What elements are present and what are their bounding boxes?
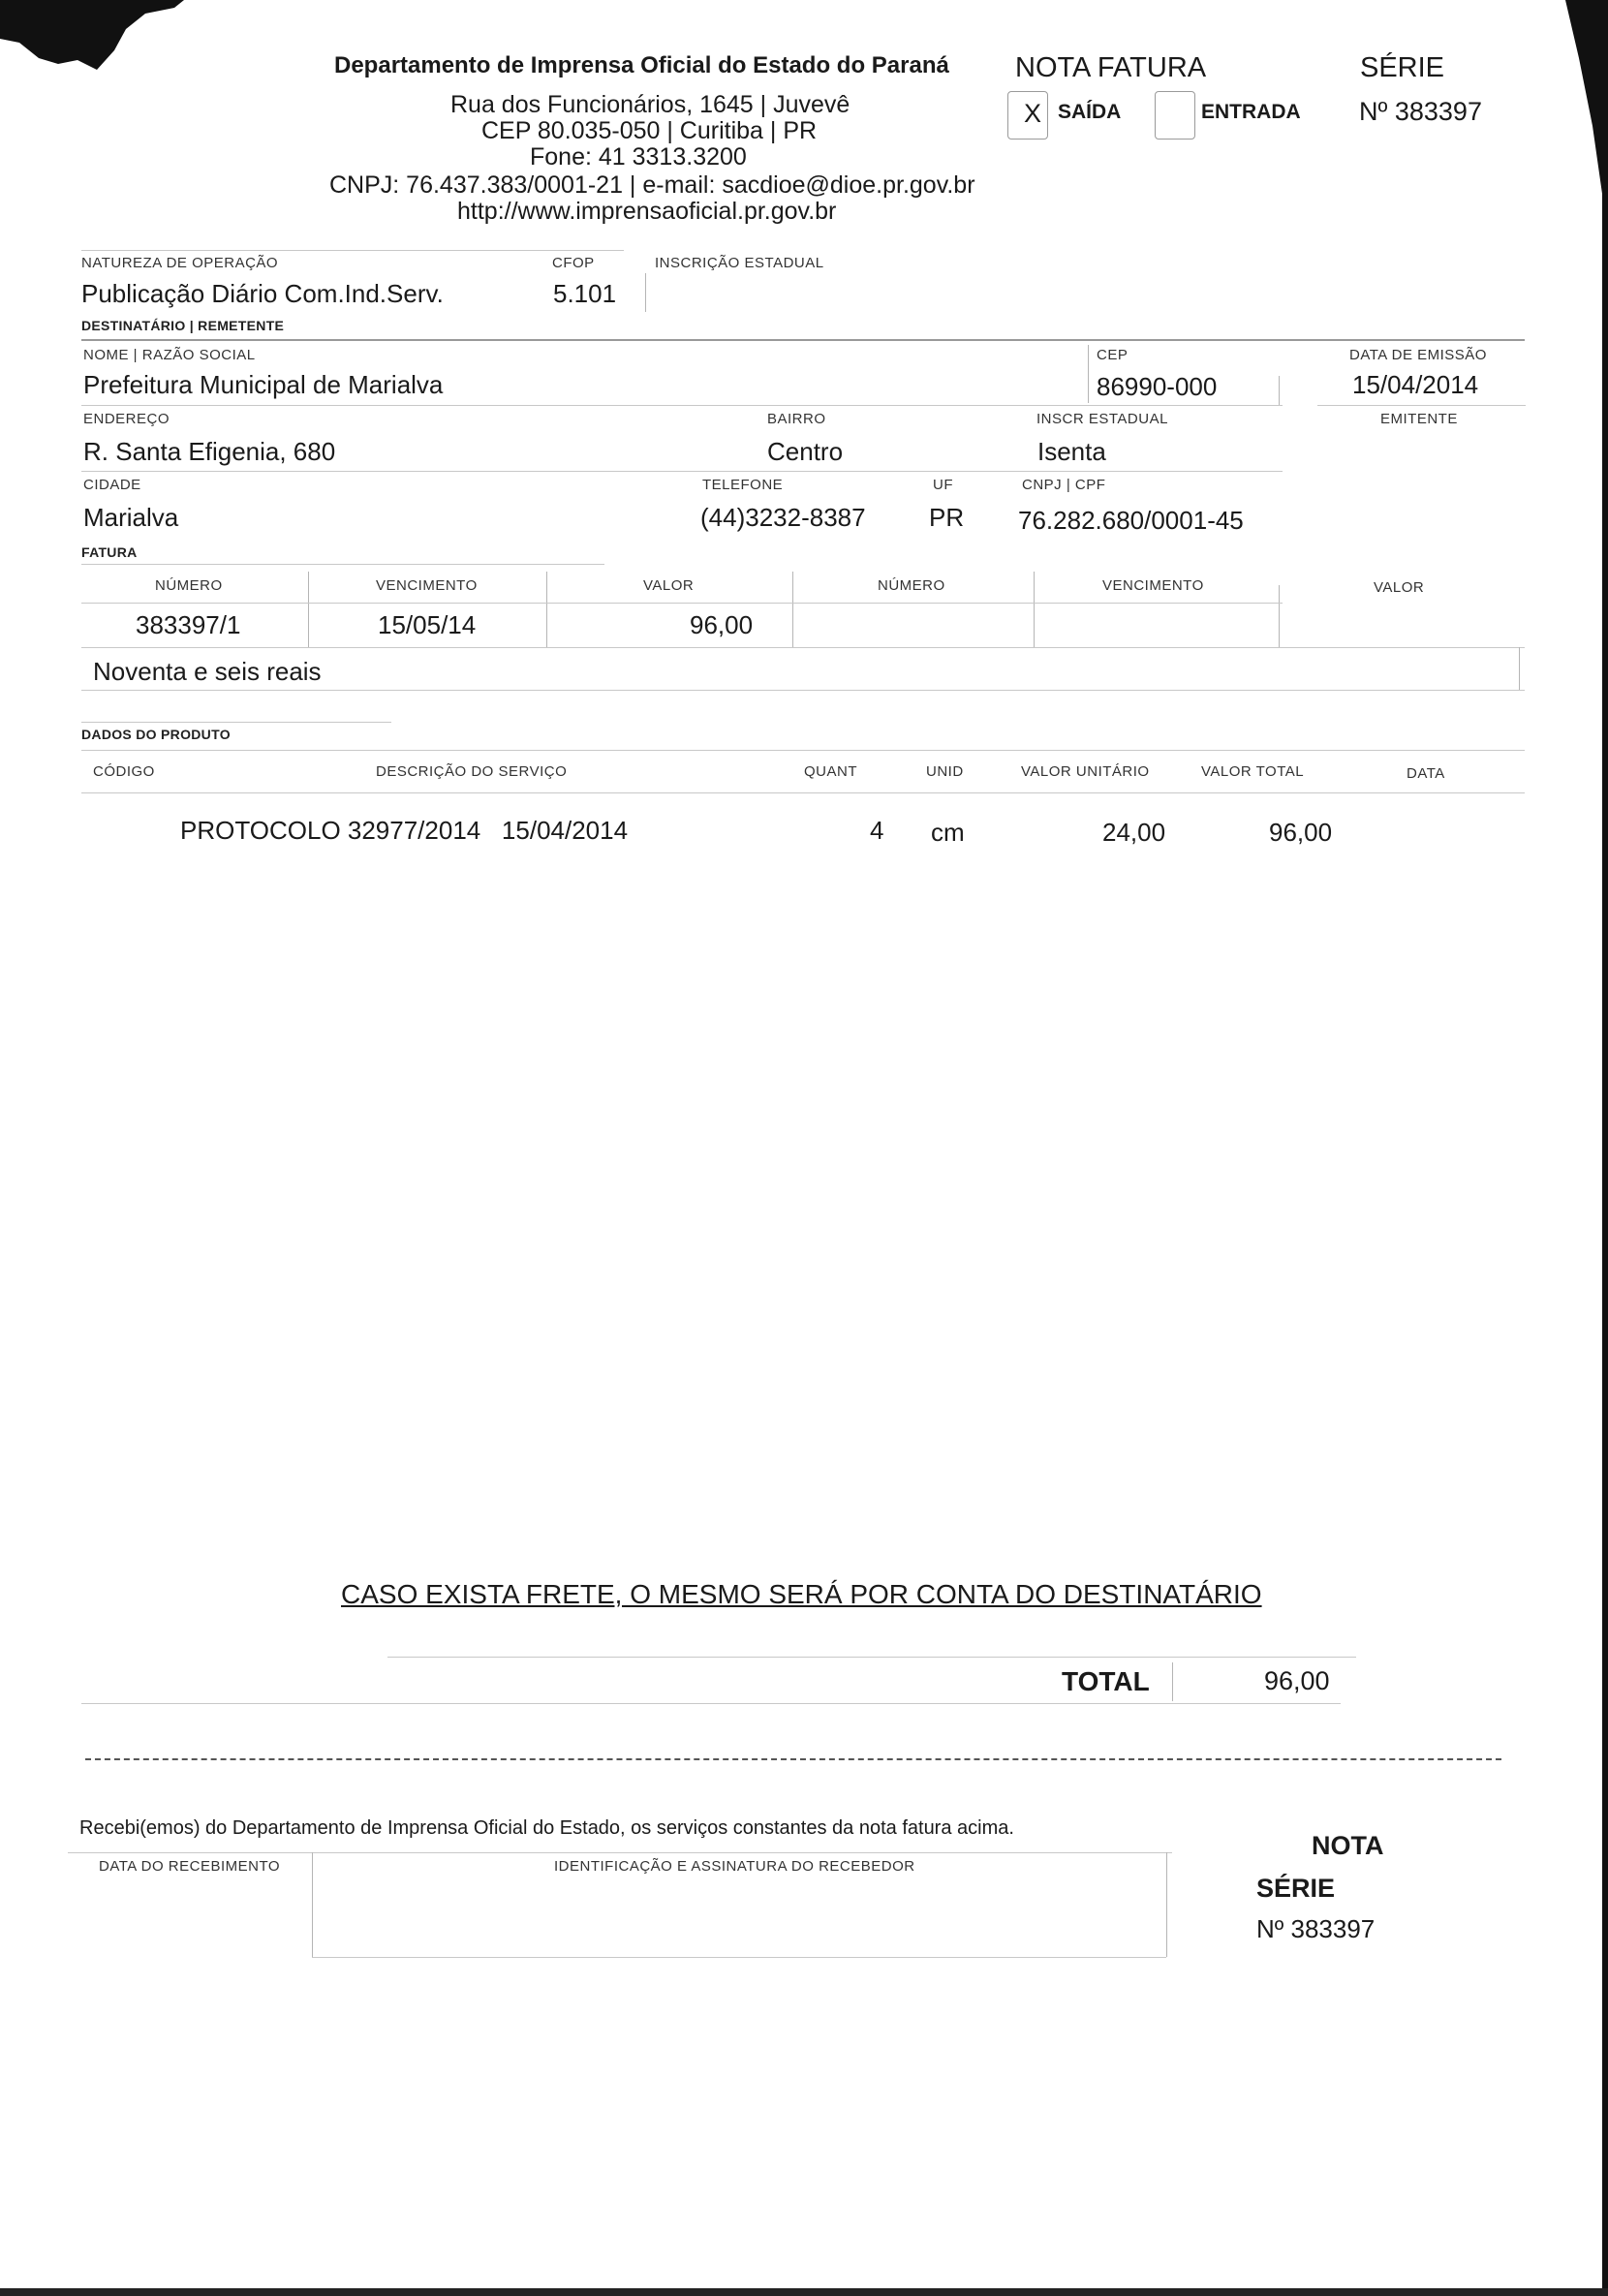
frete-notice: CASO EXISTA FRETE, O MESMO SERÁ POR CONTA DO DESTINATÁRIO [341,1579,1262,1609]
telefone-value: (44)3232-8387 [700,503,866,532]
fatura-col-divider-4 [1034,572,1035,647]
uf-label: UF [933,477,953,493]
produto-header-valor-total: VALOR TOTAL [1201,763,1305,780]
cidade-label: CIDADE [83,477,141,493]
issuer-name: Departamento de Imprensa Oficial do Estado do Paraná [334,52,949,78]
fatura-section-title: FATURA [81,544,138,560]
bairro-label: BAIRRO [767,411,826,427]
fatura-numero-value: 383397/1 [136,610,241,639]
produto-header-unid: UNID [926,763,964,780]
fatura-col-divider-2 [546,572,547,647]
fatura-col-divider-1 [308,572,309,647]
produto-header-codigo: CÓDIGO [93,763,155,780]
produto-top-rule [81,722,391,723]
fatura-header-rule [81,603,1283,604]
fatura-header-vencimento-2: VENCIMENTO [1102,577,1204,594]
cep-right-divider [1279,376,1280,405]
scan-bottom-edge-shadow-icon [0,2284,1608,2296]
produto-header-quant: QUANT [804,763,857,780]
produto-section-title: DADOS DO PRODUTO [81,727,231,742]
assinatura-label: IDENTIFICAÇÃO E ASSINATURA DO RECEBEDOR [554,1858,915,1875]
receipt-number: Nº 383397 [1256,1914,1376,1943]
entrada-label: ENTRADA [1201,101,1301,123]
produto-header-rule [81,792,1525,793]
total-bottom-rule [81,1703,1341,1704]
fatura-vencimento-value: 15/05/14 [378,610,477,639]
receipt-serie-label: SÉRIE [1256,1874,1336,1903]
fatura-header-numero-2: NÚMERO [878,577,945,594]
fatura-col-divider-3 [792,572,793,647]
issuer-address-line-2: CEP 80.035-050 | Curitiba | PR [481,117,818,144]
receipt-rule [68,1852,1172,1853]
natureza-label: NATUREZA DE OPERAÇÃO [81,255,279,271]
fatura-value-rule [81,647,1525,648]
total-label: TOTAL [1062,1666,1150,1696]
data-emissao-label: DATA DE EMISSÃO [1349,347,1487,363]
produto-row-descricao: PROTOCOLO 32977/2014 15/04/2014 [180,816,629,845]
destinatario-section-title: DESTINATÁRIO | REMETENTE [81,318,285,333]
fatura-valor-value: 96,00 [690,610,754,639]
inscr-estadual-value: Isenta [1037,437,1106,466]
nome-value: Prefeitura Municipal de Marialva [83,370,444,399]
fatura-header-valor-2: VALOR [1374,579,1425,596]
data-recebimento-field[interactable] [68,1879,310,1955]
cep-left-divider [1088,345,1089,403]
saida-label: SAÍDA [1058,101,1122,123]
cep-value: 86990-000 [1097,372,1218,401]
issuer-cnpj-email: CNPJ: 76.437.383/0001-21 | e-mail: sacdioe@dioe.pr.gov.br [329,171,975,199]
inscricao-estadual-label: INSCRIÇÃO ESTADUAL [655,255,824,271]
serie-heading: SÉRIE [1360,52,1445,83]
produto-header-data: DATA [1407,765,1445,782]
cnpj-cpf-value: 76.282.680/0001-45 [1018,506,1244,535]
cidade-value: Marialva [83,503,179,532]
receipt-bottom-rule [312,1957,1166,1958]
scan-right-edge-shadow-icon [1560,0,1608,2296]
produto-header-valor-unitario: VALOR UNITÁRIO [1021,763,1150,780]
fatura-valor-extenso: Noventa e seis reais [93,657,322,686]
data-emissao-value: 15/04/2014 [1352,370,1479,399]
data-recebimento-label: DATA DO RECEBIMENTO [99,1858,281,1875]
fatura-header-numero: NÚMERO [155,577,223,594]
endereco-row-rule [81,471,1283,472]
saida-check-mark: X [1024,99,1042,128]
total-top-rule [387,1657,1356,1658]
issuer-address-line-1: Rua dos Funcionários, 1645 | Juvevê [450,91,850,118]
receipt-nota-label: NOTA [1312,1831,1384,1860]
natureza-value: Publicação Diário Com.Ind.Serv. [81,279,444,308]
entrada-checkbox[interactable] [1155,91,1195,140]
cep-label: CEP [1097,347,1129,363]
nome-label: NOME | RAZÃO SOCIAL [83,347,256,363]
endereco-value: R. Santa Efigenia, 680 [83,437,336,466]
produto-title-rule [81,750,1525,751]
produto-row-unid: cm [931,818,965,847]
produto-row-quant: 4 [870,816,884,845]
assinatura-field[interactable] [316,1879,1164,1955]
produto-header-descricao: DESCRIÇÃO DO SERVIÇO [376,763,568,780]
cnpj-cpf-label: CNPJ | CPF [1022,477,1106,493]
telefone-label: TELEFONE [702,477,784,493]
operation-divider [645,273,646,312]
endereco-label: ENDEREÇO [83,411,170,427]
scan-corner-shadow-icon [0,0,194,78]
fatura-col-divider-5 [1279,585,1280,647]
receipt-divider-1 [312,1852,313,1957]
emissao-rule [1317,405,1526,406]
operation-top-rule [81,250,624,251]
fatura-top-rule [81,564,604,565]
fatura-bottom-rule [81,690,1525,691]
cfop-label: CFOP [552,255,595,271]
receipt-statement: Recebi(emos) do Departamento de Imprensa Oficial do Estado, os serviços constantes da nota fatura acima. [79,1817,1014,1839]
issuer-phone: Fone: 41 3313.3200 [530,143,747,171]
inscr-estadual-label: INSCR ESTADUAL [1036,411,1168,427]
uf-value: PR [929,503,965,532]
cfop-value: 5.101 [553,279,617,308]
name-row-rule [81,405,1283,406]
emitente-label: EMITENTE [1380,411,1458,427]
bairro-value: Centro [767,437,844,466]
issuer-website: http://www.imprensaoficial.pr.gov.br [457,198,837,225]
fatura-header-vencimento: VENCIMENTO [376,577,478,594]
recipient-top-rule [81,339,1525,341]
invoice-number: Nº 383397 [1359,97,1482,126]
fatura-header-valor: VALOR [643,577,695,594]
produto-row-valor-total: 96,00 [1269,818,1333,847]
receipt-divider-2 [1166,1852,1167,1957]
fatura-right-edge [1519,647,1520,690]
tear-off-line [85,1758,1501,1760]
total-divider [1172,1662,1173,1701]
produto-row-valor-unitario: 24,00 [1102,818,1166,847]
total-value: 96,00 [1264,1666,1330,1695]
doc-title: NOTA FATURA [1015,52,1207,83]
